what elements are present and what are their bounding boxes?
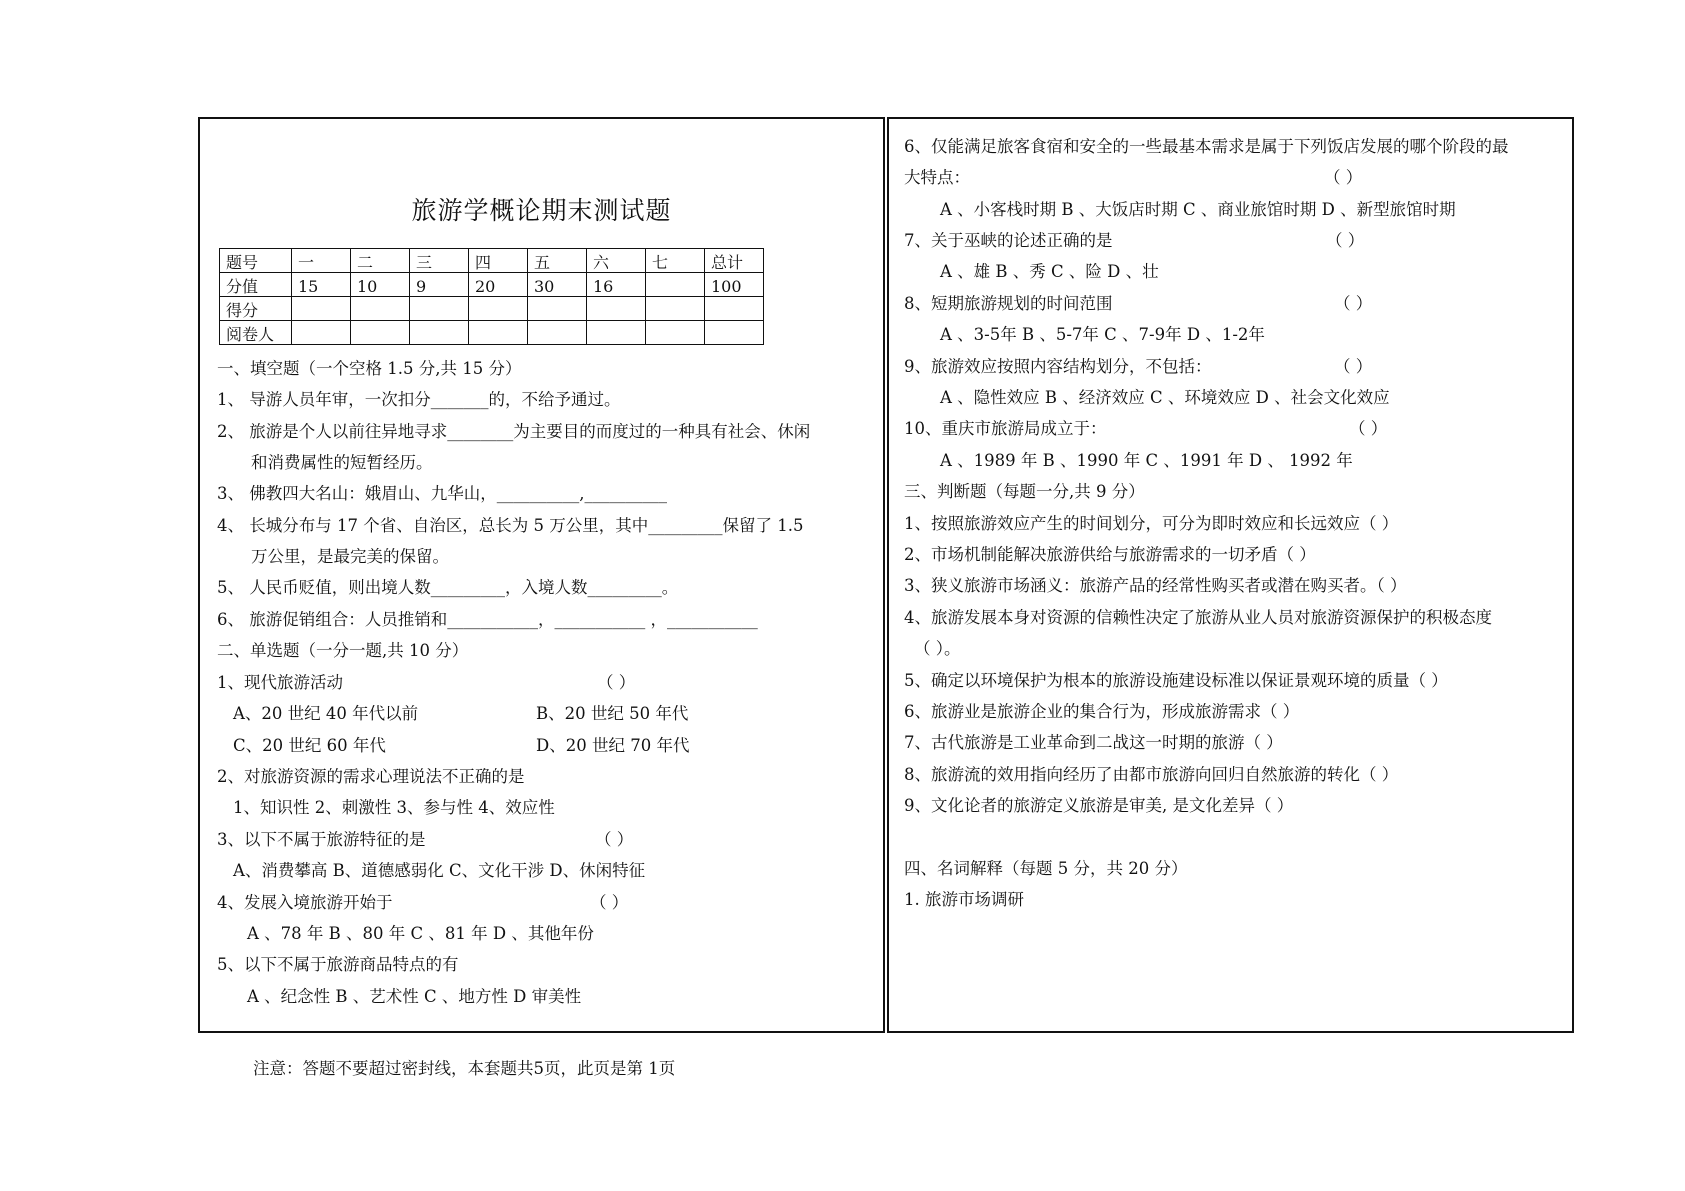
judgement-line: 7、古代旅游是工业革命到二战这一时期的旅游（ ） bbox=[904, 733, 1283, 752]
table-cell: 阅卷人 bbox=[220, 321, 292, 345]
grader-input-cell[interactable] bbox=[646, 321, 705, 345]
table-cell: 100 bbox=[705, 273, 764, 297]
question-line: 7、关于巫峡的论述正确的是 bbox=[904, 231, 1113, 250]
score-input-cell[interactable] bbox=[292, 297, 351, 321]
question-line: 6、 旅游促销组合：人员推销和___________，___________ ，___________ bbox=[217, 610, 758, 629]
table-cell: 分值 bbox=[220, 273, 292, 297]
option-line: A 、小客栈时期 B 、大饭店时期 C 、商业旅馆时期 D 、新型旅馆时期 bbox=[940, 200, 1456, 219]
question-line: 万公里，是最完美的保留。 bbox=[251, 547, 449, 566]
judgement-line: 2、市场机制能解决旅游供给与旅游需求的一切矛盾（ ） bbox=[904, 545, 1316, 564]
score-input-cell[interactable] bbox=[587, 297, 646, 321]
score-input-cell[interactable] bbox=[469, 297, 528, 321]
question-line: 5、 人民币贬值，则出境人数_________，入境人数_________。 bbox=[217, 578, 679, 597]
option-line: A 、1989 年 B 、1990 年 C 、1991 年 D 、 1992 年 bbox=[940, 451, 1353, 470]
table-cell: 五 bbox=[528, 249, 587, 273]
question-line: 8、短期旅游规划的时间范围 bbox=[904, 294, 1113, 313]
grader-input-cell[interactable] bbox=[587, 321, 646, 345]
option-line: 1、知识性 2、刺激性 3、参与性 4、效应性 bbox=[233, 798, 555, 817]
grader-input-cell[interactable] bbox=[705, 321, 764, 345]
question-line: 9、旅游效应按照内容结构划分，不包括： bbox=[904, 357, 1212, 376]
judgement-line: 8、旅游流的效用指向经历了由都市旅游向回归自然旅游的转化（ ） bbox=[904, 765, 1399, 784]
left-exam-panel bbox=[198, 117, 885, 1033]
question-line: 2、对旅游资源的需求心理说法不正确的是 bbox=[217, 767, 525, 786]
table-cell: 六 bbox=[587, 249, 646, 273]
option-line: A 、隐性效应 B 、经济效应 C 、环境效应 D 、社会文化效应 bbox=[940, 388, 1390, 407]
table-cell: 20 bbox=[469, 273, 528, 297]
section-heading-term-definition: 四、名词解释（每题 5 分，共 20 分） bbox=[904, 859, 1188, 878]
option-line: A 、78 年 B 、80 年 C 、81 年 D 、其他年份 bbox=[247, 924, 594, 943]
option-line: A 、纪念性 B 、艺术性 C 、地方性 D 审美性 bbox=[247, 987, 582, 1006]
table-cell: 一 bbox=[292, 249, 351, 273]
option-line: D、20 世纪 70 年代 bbox=[536, 736, 690, 755]
table-cell: 30 bbox=[528, 273, 587, 297]
judgement-line: 5、确定以环境保护为根本的旅游设施建设标准以保证景观环境的质量（ ） bbox=[904, 671, 1448, 690]
judgement-line: 1、按照旅游效应产生的时间划分，可分为即时效应和长远效应（ ） bbox=[904, 514, 1399, 533]
score-input-cell[interactable] bbox=[646, 297, 705, 321]
score-input-cell[interactable] bbox=[351, 297, 410, 321]
option-line: A 、3-5年 B 、5-7年 C 、7-9年 D 、1-2年 bbox=[940, 325, 1265, 344]
table-row bbox=[220, 321, 764, 345]
grader-input-cell[interactable] bbox=[410, 321, 469, 345]
table-cell: 16 bbox=[587, 273, 646, 297]
table-cell: 三 bbox=[410, 249, 469, 273]
score-table bbox=[219, 248, 764, 345]
table-cell: 题号 bbox=[220, 249, 292, 273]
table-cell: 得分 bbox=[220, 297, 292, 321]
table-cell: 15 bbox=[292, 273, 351, 297]
page-footer-note: 注意：答题不要超过密封线，本套题共5页，此页是第 1页 bbox=[253, 1059, 676, 1078]
option-line: C、20 世纪 60 年代 bbox=[233, 736, 386, 755]
grader-input-cell[interactable] bbox=[528, 321, 587, 345]
table-cell: 七 bbox=[646, 249, 705, 273]
table-cell: 10 bbox=[351, 273, 410, 297]
table-cell bbox=[646, 273, 705, 297]
judgement-line: （ ）。 bbox=[914, 639, 961, 658]
answer-bracket[interactable]: （ ） bbox=[1334, 294, 1373, 313]
section-heading-single-choice: 二、单选题（一分一题,共 10 分） bbox=[217, 641, 469, 660]
question-line: 大特点： bbox=[904, 168, 970, 187]
answer-bracket[interactable]: （ ） bbox=[1334, 357, 1373, 376]
question-line: 和消费属性的短暂经历。 bbox=[251, 453, 433, 472]
section-heading-true-false: 三、判断题（每题一分,共 9 分） bbox=[904, 482, 1145, 501]
option-line: A、消费攀高 B、道德感弱化 C、文化干涉 D、休闲特征 bbox=[233, 861, 646, 880]
answer-bracket[interactable]: （ ） bbox=[1326, 231, 1365, 250]
option-line: A 、雄 B 、秀 C 、险 D 、壮 bbox=[940, 262, 1159, 281]
score-input-cell[interactable] bbox=[705, 297, 764, 321]
question-line: 3、 佛教四大名山：娥眉山、九华山，__________,__________ bbox=[217, 484, 667, 503]
option-line: A、20 世纪 40 年代以前 bbox=[233, 704, 419, 723]
section-heading-fill-blank: 一、填空题（一个空格 1.5 分,共 15 分） bbox=[217, 359, 522, 378]
answer-bracket[interactable]: （ ） bbox=[590, 893, 629, 912]
question-line: 2、 旅游是个人以前往异地寻求________为主要目的而度过的一种具有社会、休闲 bbox=[217, 422, 811, 441]
question-line: 5、以下不属于旅游商品特点的有 bbox=[217, 955, 459, 974]
table-row bbox=[220, 297, 764, 321]
score-input-cell[interactable] bbox=[410, 297, 469, 321]
answer-bracket[interactable]: （ ） bbox=[595, 830, 634, 849]
answer-bracket[interactable]: （ ） bbox=[1324, 168, 1363, 187]
question-line: 1. 旅游市场调研 bbox=[904, 890, 1024, 909]
table-cell: 四 bbox=[469, 249, 528, 273]
grader-input-cell[interactable] bbox=[469, 321, 528, 345]
answer-bracket[interactable]: （ ） bbox=[597, 673, 636, 692]
judgement-line: 9、文化论者的旅游定义旅游是审美, 是文化差异（ ） bbox=[904, 796, 1294, 815]
right-exam-panel bbox=[887, 117, 1574, 1033]
question-line: 1、 导游人员年审，一次扣分_______的，不给予通过。 bbox=[217, 390, 621, 409]
question-line: 4、 长城分布与 17 个省、自治区，总长为 5 万公里，其中_________保留了 1.5 bbox=[217, 516, 804, 535]
score-input-cell[interactable] bbox=[528, 297, 587, 321]
table-row bbox=[220, 249, 764, 273]
judgement-line: 4、旅游发展本身对资源的信赖性决定了旅游从业人员对旅游资源保护的积极态度 bbox=[904, 608, 1492, 627]
table-cell: 总计 bbox=[705, 249, 764, 273]
judgement-line: 6、旅游业是旅游企业的集合行为，形成旅游需求（ ） bbox=[904, 702, 1300, 721]
exam-title: 旅游学概论期末测试题 bbox=[411, 196, 672, 225]
judgement-line: 3、狭义旅游市场涵义：旅游产品的经常性购买者或潜在购买者。（ ） bbox=[904, 576, 1407, 595]
table-row bbox=[220, 273, 764, 297]
question-line: 4、发展入境旅游开始于 bbox=[217, 893, 393, 912]
grader-input-cell[interactable] bbox=[351, 321, 410, 345]
question-line: 1、现代旅游活动 bbox=[217, 673, 343, 692]
question-line: 3、以下不属于旅游特征的是 bbox=[217, 830, 426, 849]
table-cell: 二 bbox=[351, 249, 410, 273]
question-line: 6、仅能满足旅客食宿和安全的一些最基本需求是属于下列饭店发展的哪个阶段的最 bbox=[904, 137, 1509, 156]
table-cell: 9 bbox=[410, 273, 469, 297]
question-line: 10、重庆市旅游局成立于： bbox=[904, 419, 1107, 438]
option-line: B、20 世纪 50 年代 bbox=[536, 704, 689, 723]
grader-input-cell[interactable] bbox=[292, 321, 351, 345]
answer-bracket[interactable]: （ ） bbox=[1349, 419, 1388, 438]
